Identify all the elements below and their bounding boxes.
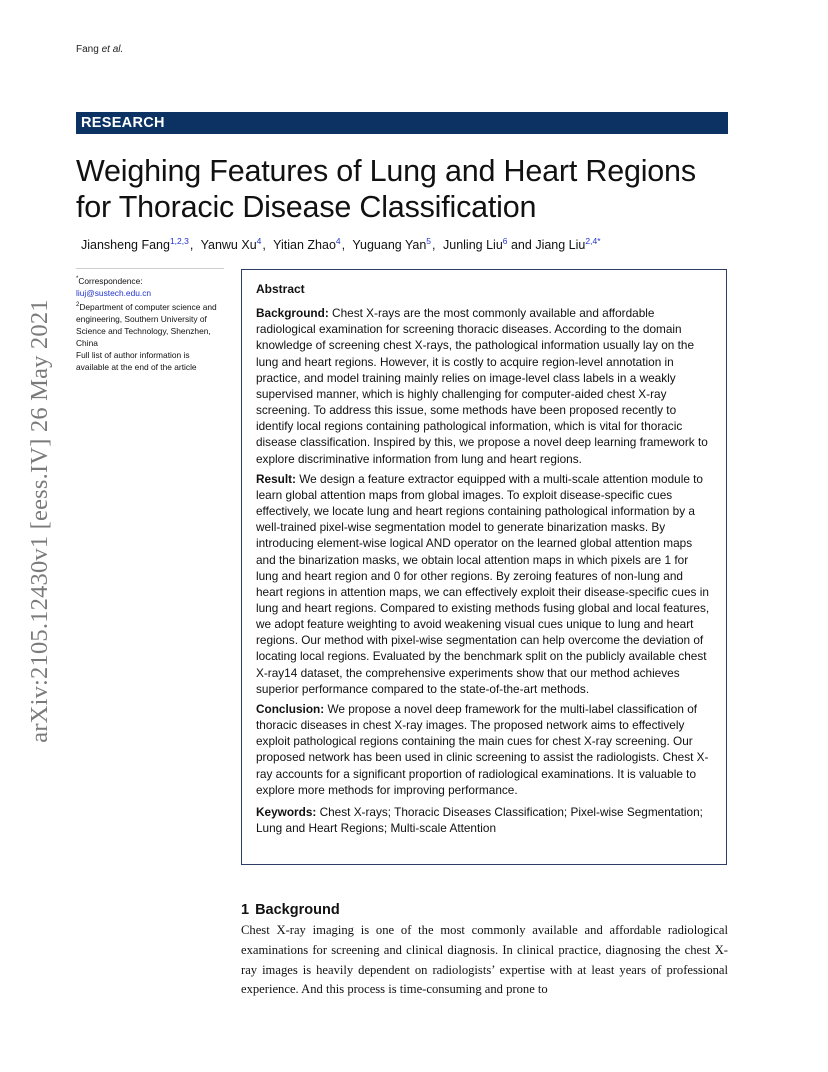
correspondence-note [76,273,224,287]
author-name: Yuguang Yan [352,238,427,253]
abstract-keywords-label: Keywords: [256,804,317,819]
affiliation-note [76,299,224,349]
running-head-authors: Fang [76,44,99,55]
correspondence-mark: * [76,276,79,282]
abstract-background [256,305,712,467]
author-affiliation[interactable]: 4 [256,236,262,246]
abstract-conclusion [256,701,712,798]
running-head-etal: et al. [101,44,124,55]
arxiv-stamp-text: arXiv:2105.12430v1 [eess.IV] 26 May 2021 [26,299,53,743]
author-name: Jiansheng Fang [81,238,170,253]
affiliation-mark: 2 [76,301,80,308]
author-affiliation[interactable]: 2,4* [585,236,601,246]
side-notes [76,268,224,373]
abstract-heading: Abstract [256,282,305,296]
section-body: Chest X-ray imaging is one of the most commonly available and affordable radiological examinations for screening and clinical diagnosis. In clinical practice, diagnosing the chest X-ray images is heavily dependent on radiologists’ expertise with at least years of professional experience. And this process is time-consuming and prone to [241,923,728,997]
author-name: Yanwu Xu [200,238,257,253]
section-heading [241,902,340,918]
abstract-background-text: Chest X-rays are the most commonly available and affordable radiological examination for screening thoracic diseases. According to the domain knowledge of screening chest X-rays, the pathological information usually lay on the lung and heart regions. However, it is costly to acquire region-level annotation in practice, and model training mainly relies on image-level class labels in a weakly supervised manner, which is highly challenging for computer-aided chest X-ray screening. To address this issue, some methods have been proposed recently to identify local regions containing pathological information, which is vital for thoracic disease classification. Inspired by this, we propose a novel deep learning framework to explore discriminative information from lung and heart regions. [256,306,708,466]
running-head [76,44,123,55]
abstract-result-label: Result: [256,471,296,486]
affiliation-text: Department of computer science and engineering, Southern University of Science and Technology, Shenzhen, China [76,301,217,348]
author-conjunction: and [510,238,532,253]
abstract-result-text: We design a feature extractor equipped with a multi-scale attention module to learn global attention maps from global images. To exploit disease-specific cues effectively, we locate lung and heart regions containing pathological information by a well-trained pixel-wise segmentation model to generate binarization masks. By introducing element-wise logical AND operator on the learned global attention maps and the binarization masks, we obtain local attention maps in which pixels are 1 for lung and heart region and 0 for other regions. By zeroing features of non-lung and heart regions in attention maps, we can effectively exploit their disease-specific cues in lung and heart regions. Compared to existing methods fusing global and local features, we adopt feature weighting to avoid weakening visual cues unique to lung and heart regions. Our method with pixel-wise segmentation can help overcome the deviation of locating local regions. Evaluated by the benchmark split on the publicly available chest X-ray14 dataset, the comprehensive experiments show that our method achieves superior performance compared to the state-of-the-art methods. [256,471,710,696]
section-label-bar [76,112,728,134]
correspondence-email-link[interactable]: liuj@sustech.edu.cn [76,287,152,298]
abstract-background-label: Background: [256,306,329,321]
correspondence-label: Correspondence: [78,275,143,286]
section-title: Background [255,902,340,918]
abstract-box [241,269,727,865]
paper-title: Weighing Features of Lung and Heart Regions for Thoracic Disease Classification [76,154,696,224]
abstract-result [256,471,712,697]
author-name: Junling Liu [443,238,503,253]
abstract-keywords-text: Chest X-rays; Thoracic Diseases Classification; Pixel-wise Segmentation; Lung and Heart Regions; Multi-scale Attention [256,804,703,835]
author-affiliation[interactable]: 4 [335,236,341,246]
author-name: Yitian Zhao [273,238,336,253]
abstract-conclusion-label: Conclusion: [256,701,325,716]
section-number: 1 [241,902,250,918]
author-list: Jiansheng Fang$^{1,2,3}$, Yanwu Xu$^4$, Yitian Zhao$^4$, Yuguang Yan$^5$, Junling Liu$^6$ and Jiang Liu$^{2,4*}$ [81,236,601,253]
author-affiliation[interactable]: 1,2,3 [169,236,189,246]
author-affiliation[interactable]: 5 [426,236,432,246]
author-affiliation[interactable]: 6 [502,236,508,246]
author-name: Jiang Liu [535,238,586,253]
section-label: RESEARCH [81,115,165,131]
abstract-conclusion-text: We propose a novel deep framework for the multi-label classification of thoracic diseases in chest X-ray images. The proposed network aims to effectively exploit pathological regions containing the main cues for chest X-ray screening. Our proposed network has been used in clinic screening to assist the radiologists. Chest X-ray accounts for a significant proportion of radiological examinations. It is valuable to explore more methods for improving performance. [256,701,709,797]
author-info-note: Full list of author information is available at the end of the article [76,349,197,372]
abstract-keywords [256,804,712,836]
